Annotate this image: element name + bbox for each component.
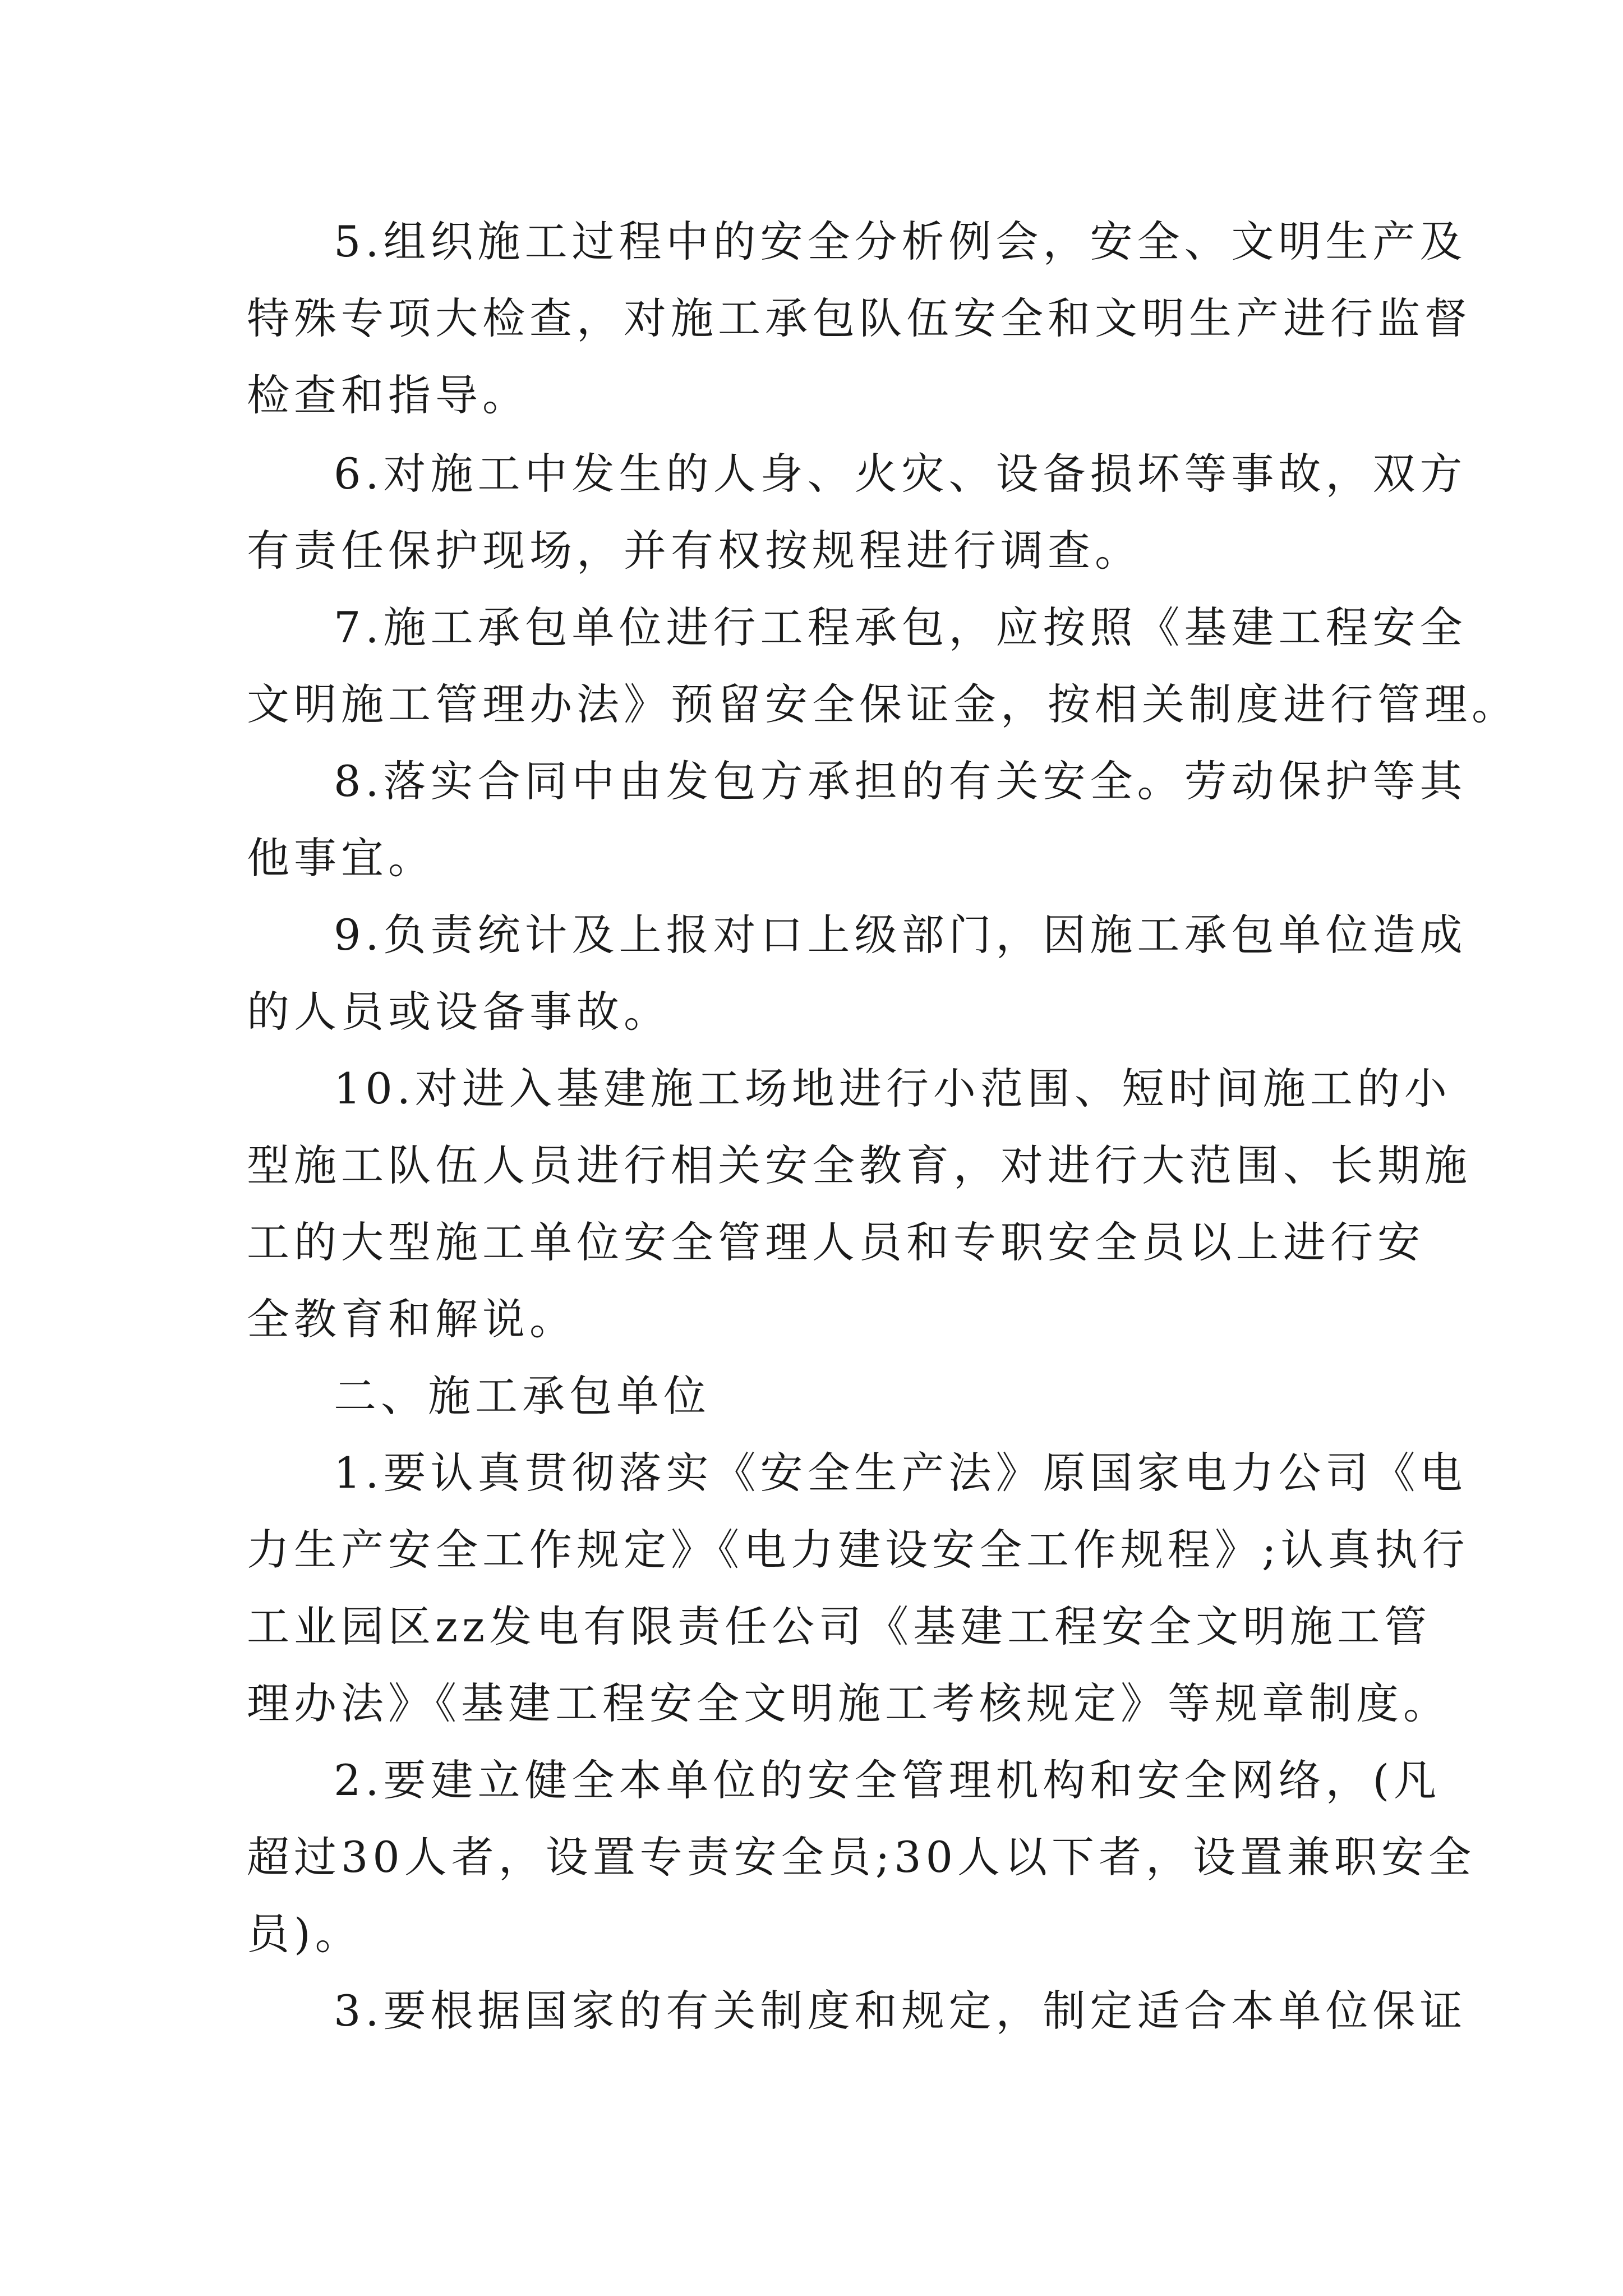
paragraph-9-line-1: 9.负责统计及上报对口上级部门，因施工承包单位造成 (334, 910, 1467, 960)
item-1-line-4: 理办法》《基建工程安全文明施工考核规定》等规章制度。 (247, 1678, 1450, 1728)
item-1-line-2: 力生产安全工作规定》《电力建设安全工作规程》;认真执行 (247, 1525, 1469, 1575)
item-2-line-3: 员)。 (247, 1909, 362, 1959)
paragraph-10-line-4: 全教育和解说。 (247, 1294, 577, 1344)
paragraph-5-line-2: 特殊专项大检查，对施工承包队伍安全和文明生产进行监督 (247, 293, 1472, 343)
paragraph-6-line-2: 有责任保护现场，并有权按规程进行调查。 (247, 526, 1142, 576)
paragraph-7-line-2: 文明施工管理办法》预留安全保证金，按相关制度进行管理。 (247, 679, 1519, 729)
paragraph-5-line-1: 5.组织施工过程中的安全分析例会，安全、文明生产及 (334, 217, 1467, 266)
paragraph-10-line-1: 10.对进入基建施工场地进行小范围、短时间施工的小 (334, 1064, 1451, 1114)
item-2-line-2: 超过30人者，设置专责安全员;30人以下者，设置兼职安全 (247, 1832, 1476, 1882)
paragraph-10-line-2: 型施工队伍人员进行相关安全教育，对进行大范围、长期施 (247, 1140, 1472, 1190)
paragraph-9-line-2: 的人员或设备事故。 (247, 987, 671, 1037)
section-heading: 二、施工承包单位 (334, 1371, 711, 1421)
paragraph-7-line-1: 7.施工承包单位进行工程承包，应按照《基建工程安全 (334, 602, 1467, 652)
item-1-line-3: 工业园区zz发电有限责任公司《基建工程安全文明施工管 (247, 1602, 1432, 1651)
paragraph-6-line-1: 6.对施工中发生的人身、火灾、设备损坏等事故，双方 (334, 449, 1467, 499)
paragraph-5-line-3: 检查和指导。 (247, 370, 529, 420)
item-3-line-1: 3.要根据国家的有关制度和规定，制定适合本单位保证 (334, 1986, 1467, 2036)
paragraph-8-line-1: 8.落实合同中由发包方承担的有关安全。劳动保护等其 (334, 756, 1467, 806)
item-2-line-1: 2.要建立健全本单位的安全管理机构和安全网络，(凡 (334, 1755, 1441, 1805)
paragraph-10-line-3: 工的大型施工单位安全管理人员和专职安全员以上进行安 (247, 1217, 1424, 1267)
item-1-line-1: 1.要认真贯彻落实《安全生产法》原国家电力公司《电 (334, 1448, 1467, 1498)
paragraph-8-line-2: 他事宜。 (247, 833, 435, 883)
